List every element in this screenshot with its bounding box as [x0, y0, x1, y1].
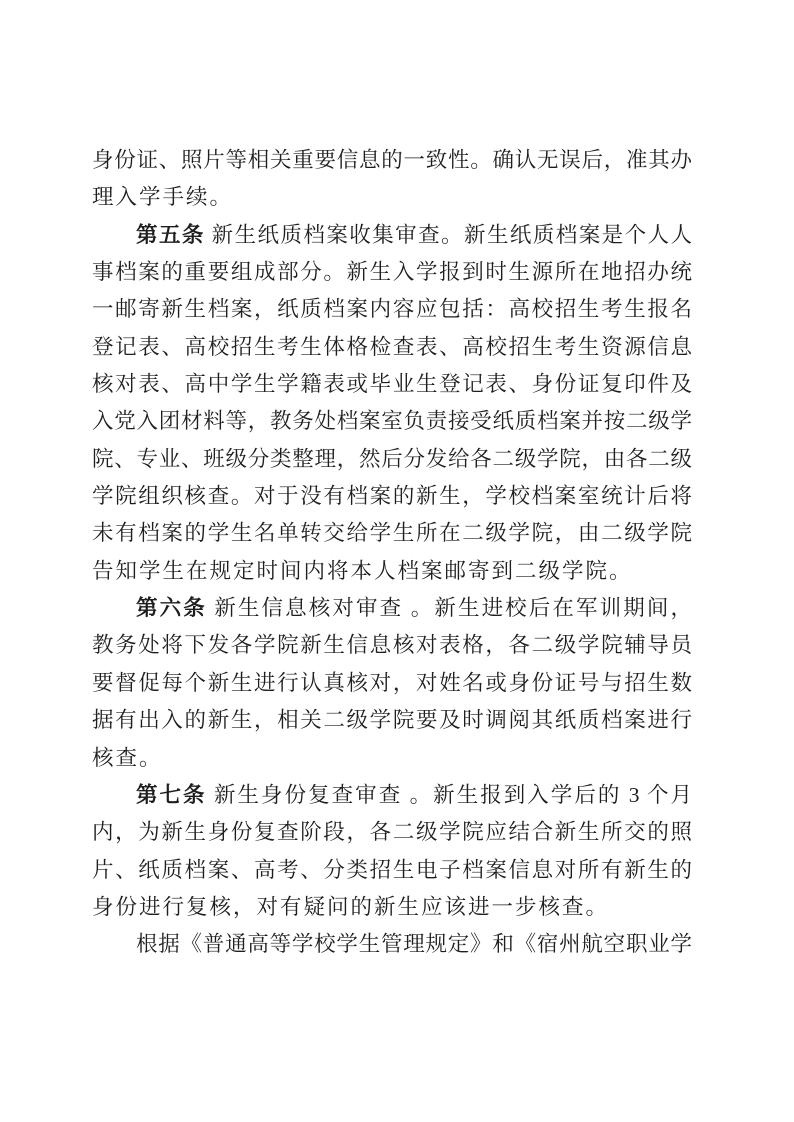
line-text: 新生身份复查审查 。新生报到入学后的 3 个月	[206, 782, 692, 807]
article-5-number: 第五条	[136, 222, 205, 247]
doc-line	[92, 403, 692, 440]
doc-line	[92, 852, 692, 889]
line-text: 身份进行复核，对有疑问的新生应该进一步核查。	[92, 894, 610, 919]
line-text: 新生纸质档案收集审查。新生纸质档案是个人人	[204, 222, 692, 247]
doc-line	[92, 553, 692, 590]
doc-line	[92, 702, 692, 739]
doc-line	[92, 142, 692, 179]
line-text: 告知学生在规定时间内将本人档案邮寄到二级学院。	[92, 558, 633, 583]
line-text: 事档案的重要组成部分。新生入学报到时生源所在地招办统	[92, 260, 692, 285]
doc-line-article-6	[92, 590, 692, 627]
line-text: 入党入团材料等，教务处档案室负责接受纸质档案并按二级学	[92, 409, 692, 434]
doc-line	[92, 627, 692, 664]
doc-line	[92, 179, 692, 216]
line-text: 新生信息核对审查 。新生进校后在军训期间，	[206, 596, 692, 621]
doc-line	[92, 889, 692, 926]
line-text: 核对表、高中学生学籍表或毕业生登记表、身份证复印件及	[92, 372, 692, 397]
line-text: 要督促每个新生进行认真核对，对姓名或身份证号与招生数	[92, 670, 692, 695]
line-text: 未有档案的学生名单转交给学生所在二级学院，由二级学院	[92, 521, 692, 546]
line-text: 片、纸质档案、高考、分类招生电子档案信息对所有新生的	[92, 857, 692, 882]
doc-line	[92, 665, 692, 702]
line-text: 登记表、高校招生考生体格检查表、高校招生考生资源信息	[92, 334, 692, 359]
line-text: 学院组织核查。对于没有档案的新生，学校档案室统计后将	[92, 484, 692, 509]
doc-line	[92, 740, 692, 777]
line-text: 内，为新生身份复查阶段，各二级学院应结合新生所交的照	[92, 820, 692, 845]
doc-line	[92, 329, 692, 366]
doc-line	[92, 254, 692, 291]
doc-line-article-7	[92, 777, 692, 814]
line-text: 理入学手续。	[92, 185, 234, 210]
line-text: 据有出入的新生，相关二级学院要及时调阅其纸质档案进行	[92, 708, 692, 733]
doc-line	[92, 366, 692, 403]
article-6-number: 第六条	[136, 596, 207, 621]
line-text: 院、专业、班级分类整理，然后分发给各二级学院，由各二级	[92, 446, 692, 471]
doc-line	[92, 814, 692, 851]
document-body	[92, 142, 692, 964]
doc-line	[92, 515, 692, 552]
doc-line-closing	[92, 926, 692, 963]
article-7-number: 第七条	[136, 782, 207, 807]
doc-line	[92, 478, 692, 515]
doc-line-article-5	[92, 217, 692, 254]
doc-line	[92, 441, 692, 478]
line-text: 根据《普通高等学校学生管理规定》和《宿州航空职业学	[136, 932, 692, 957]
doc-line	[92, 291, 692, 328]
line-text: 一邮寄新生档案，纸质档案内容应包括：高校招生考生报名	[92, 297, 692, 322]
line-text: 核查。	[92, 745, 163, 770]
line-text: 身份证、照片等相关重要信息的一致性。确认无误后，准其办	[92, 148, 692, 172]
line-text: 教务处将下发各学院新生信息核对表格，各二级学院辅导员	[92, 633, 692, 658]
